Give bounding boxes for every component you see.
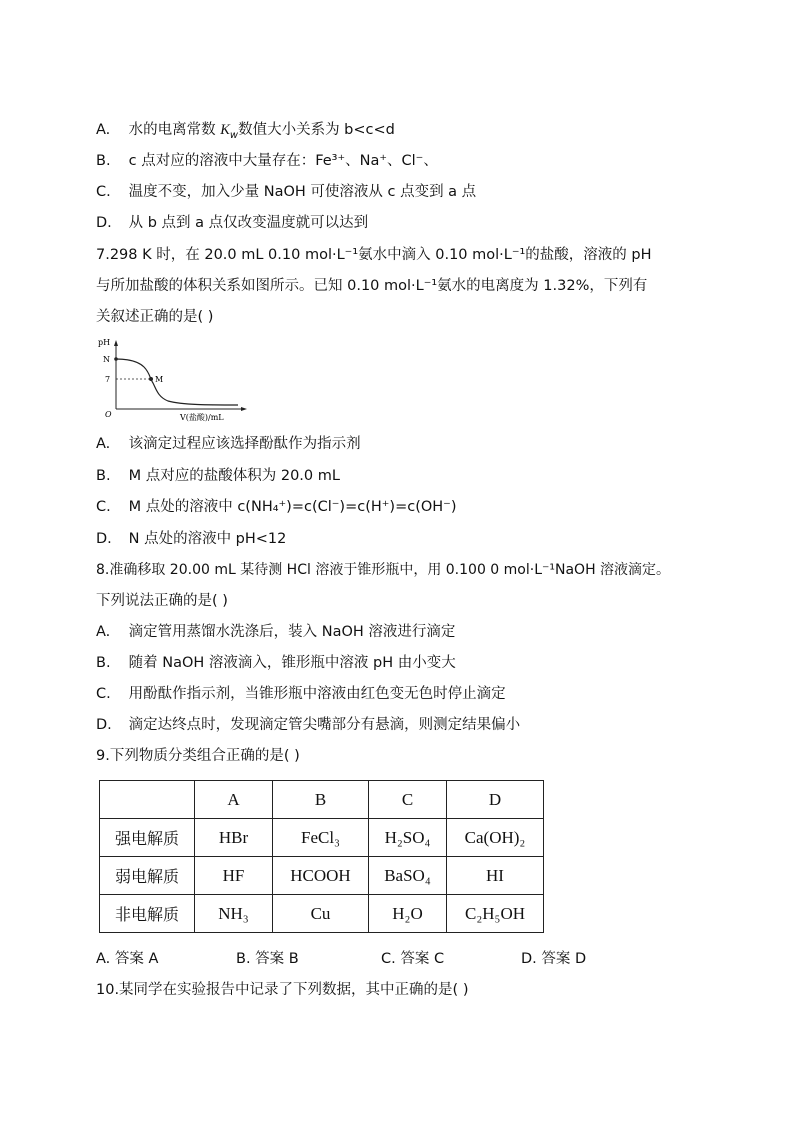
- option-label: B.: [96, 468, 111, 484]
- table-cell: FeCl₃: [273, 819, 369, 857]
- table-cell: HF: [195, 857, 273, 895]
- table-row-header: 非电解质: [100, 895, 195, 933]
- x-axis-arrow: [241, 407, 247, 411]
- option-label: D.: [96, 215, 112, 231]
- option-label: A.: [96, 122, 111, 138]
- q7-option-d: [96, 529, 286, 549]
- seven-label: 7: [105, 375, 111, 384]
- q7-stem-line3: 关叙述正确的是( ): [96, 309, 214, 325]
- table-row: [100, 895, 544, 933]
- q7-option-c: [96, 497, 456, 517]
- table-cell: H₂O: [369, 895, 447, 933]
- table-cell: BaSO₄: [369, 857, 447, 895]
- q8-option-d: [96, 715, 520, 735]
- q9-answer-options: [96, 949, 586, 969]
- option-text: 该滴定过程应该选择酚酞作为指示剂: [128, 436, 361, 452]
- q8-option-c: [96, 684, 506, 704]
- option-label: D.: [96, 531, 112, 547]
- option-text: 用酚酞作指示剂，当锥形瓶中溶液由红色变无色时停止滴定: [128, 686, 506, 702]
- table-row: [100, 857, 544, 895]
- option-text: 滴定管用蒸馏水洗涤后，装入 NaOH 溶液进行滴定: [128, 624, 456, 640]
- q6-option-a: [96, 120, 395, 146]
- table-header-cell: [100, 781, 195, 819]
- n-label: N: [103, 355, 110, 364]
- option-text: M 点处的溶液中 c(NH₄⁺)=c(Cl⁻)=c(H⁺)=c(OH⁻): [128, 499, 457, 515]
- q8-stem-line2: 下列说法正确的是( ): [96, 593, 228, 609]
- q7-option-a: [96, 434, 361, 454]
- table-header-row: [100, 781, 544, 819]
- q9-answer-c: C. 答案 C: [381, 951, 445, 967]
- option-text-pre: 水的电离常数: [128, 122, 221, 138]
- table-cell: H₂SO₄: [369, 819, 447, 857]
- table-cell: C₂H₅OH: [447, 895, 544, 933]
- q9-answer-b: B. 答案 B: [236, 951, 299, 967]
- table-cell: HCOOH: [273, 857, 369, 895]
- table-row-header: 强电解质: [100, 819, 195, 857]
- option-label: A.: [96, 436, 111, 452]
- q9-answer-a: A. 答案 A: [96, 951, 159, 967]
- table-cell: Ca(OH)₂: [447, 819, 544, 857]
- q9-stem: 9.下列物质分类组合正确的是( ): [96, 748, 300, 764]
- option-text-post: 数值大小关系为 b<c<d: [238, 122, 395, 138]
- table-cell: NH₃: [195, 895, 273, 933]
- kw-symbol: K: [220, 122, 230, 138]
- option-text: N 点处的溶液中 pH<12: [128, 531, 287, 547]
- q6-option-d: [96, 213, 368, 233]
- option-label: A.: [96, 624, 111, 640]
- titration-curve-graph: [98, 337, 248, 423]
- option-label: C.: [96, 686, 111, 702]
- table-cell: Cu: [273, 895, 369, 933]
- q9-answer-d: D. 答案 D: [521, 951, 587, 967]
- option-label: B.: [96, 153, 111, 169]
- titration-curve: [116, 359, 238, 405]
- q8-option-b: [96, 653, 456, 673]
- table-row-header: 弱电解质: [100, 857, 195, 895]
- y-axis-arrow: [114, 340, 118, 346]
- y-axis-label: pH: [98, 338, 111, 347]
- option-label: D.: [96, 717, 112, 733]
- origin-label: O: [105, 410, 112, 419]
- table-header-cell: B: [273, 781, 369, 819]
- option-text: c 点对应的溶液中大量存在：Fe³⁺、Na⁺、Cl⁻、: [128, 153, 438, 169]
- q7-stem-line2: 与所加盐酸的体积关系如图所示。已知 0.10 mol·L⁻¹氨水的电离度为 1.32%，下列有: [96, 278, 648, 294]
- point-n: [114, 357, 118, 361]
- q10-stem: 10.某同学在实验报告中记录了下列数据，其中正确的是( ): [96, 982, 469, 998]
- option-text: 从 b 点到 a 点仅改变温度就可以达到: [128, 215, 369, 231]
- option-text: M 点对应的盐酸体积为 20.0 mL: [128, 468, 340, 484]
- q7-stem-line1: 7.298 K 时，在 20.0 mL 0.10 mol·L⁻¹氨水中滴入 0.10 mol·L⁻¹的盐酸，溶液的 pH: [96, 247, 652, 263]
- table-header-cell: C: [369, 781, 447, 819]
- table-row: [100, 819, 544, 857]
- q6-option-c: [96, 182, 476, 202]
- option-label: C.: [96, 184, 111, 200]
- q7-option-b: [96, 466, 340, 486]
- q8-option-a: [96, 622, 455, 642]
- classification-table: [99, 780, 544, 933]
- point-m: [149, 377, 153, 381]
- q8-stem-line1: 8.准确移取 20.00 mL 某待测 HCl 溶液于锥形瓶中，用 0.100 0 mol·L⁻¹NaOH 溶液滴定。: [96, 562, 671, 578]
- option-text: 温度不变，加入少量 NaOH 可使溶液从 c 点变到 a 点: [128, 184, 477, 200]
- option-label: B.: [96, 655, 111, 671]
- option-text: 滴定达终点时，发现滴定管尖嘴部分有悬滴，则测定结果偏小: [128, 717, 521, 733]
- m-label: M: [155, 375, 164, 384]
- option-label: C.: [96, 499, 111, 515]
- q6-option-b: [96, 151, 438, 171]
- option-text: 随着 NaOH 溶液滴入，锥形瓶中溶液 pH 由小变大: [128, 655, 456, 671]
- table-header-cell: A: [195, 781, 273, 819]
- table-cell: HBr: [195, 819, 273, 857]
- kw-subscript: w: [229, 129, 239, 141]
- table-cell: HI: [447, 857, 544, 895]
- table-header-cell: D: [447, 781, 544, 819]
- x-axis-label: V(盐酸)/mL: [180, 413, 224, 422]
